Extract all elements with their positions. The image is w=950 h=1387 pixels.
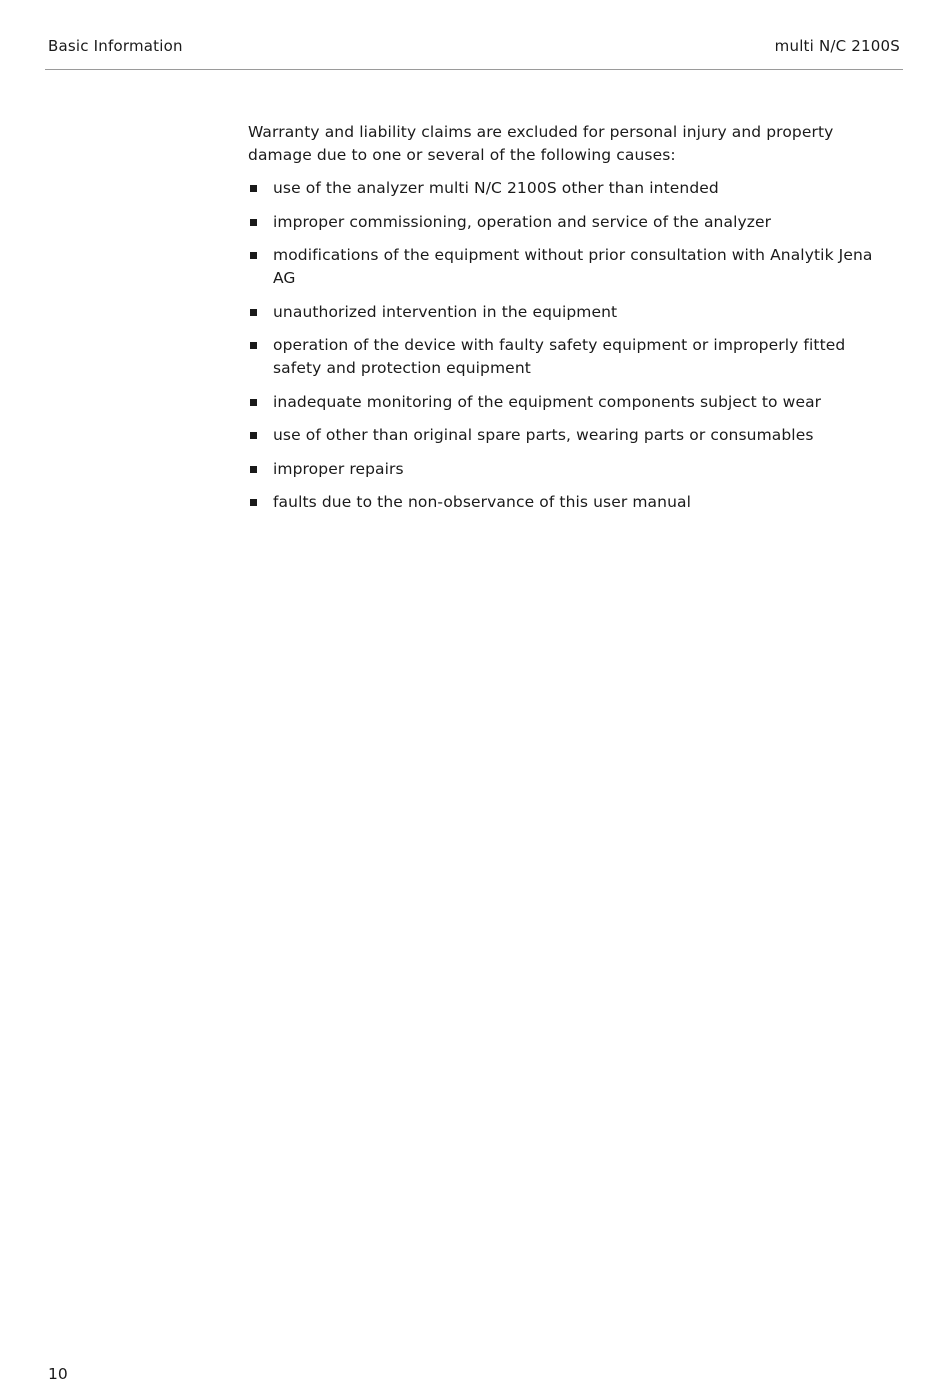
list-item-text: use of the analyzer multi N/C 2100S other than intended — [273, 179, 719, 197]
header-section-title: Basic Information — [48, 37, 183, 55]
list-item — [248, 301, 898, 324]
list-item-text: improper commissioning, operation and service of the analyzer — [273, 212, 772, 231]
list-item — [248, 211, 898, 234]
square-bullet-icon — [250, 309, 257, 316]
list-item-text: improper repairs — [273, 459, 404, 478]
square-bullet-icon — [250, 499, 257, 506]
list-item — [248, 177, 898, 200]
page-number: 10 — [48, 1365, 68, 1383]
list-item — [248, 334, 898, 380]
list-item — [248, 491, 898, 514]
square-bullet-icon — [250, 219, 257, 226]
square-bullet-icon — [250, 185, 257, 192]
square-bullet-icon — [250, 252, 257, 259]
list-item-text: operation of the device with faulty safety equipment or improperly fitted safety and protection equipment — [273, 336, 846, 377]
list-item-text: inadequate monitoring of the equipment components subject to wear — [273, 392, 822, 411]
square-bullet-icon — [250, 432, 257, 439]
list-item — [248, 424, 898, 447]
header-product-name: multi N/C 2100S — [774, 37, 900, 55]
list-item — [248, 244, 898, 290]
square-bullet-icon — [250, 466, 257, 473]
page-header — [45, 36, 903, 70]
list-item-text: modifications of the equipment without prior consultation with Analytik Jena AG — [273, 246, 873, 287]
square-bullet-icon — [250, 342, 257, 349]
list-item-text: unauthorized intervention in the equipment — [273, 302, 618, 321]
list-item-text: faults due to the non-observance of this user manual — [273, 493, 692, 511]
main-content — [248, 121, 898, 525]
intro-paragraph: Warranty and liability claims are excluded for personal injury and property damage due to one or several of the following causes: — [248, 123, 834, 164]
square-bullet-icon — [250, 399, 257, 406]
list-item — [248, 391, 898, 414]
list-item — [248, 458, 898, 481]
list-item-text: use of other than original spare parts, wearing parts or consumables — [273, 426, 814, 444]
causes-list — [248, 177, 898, 514]
